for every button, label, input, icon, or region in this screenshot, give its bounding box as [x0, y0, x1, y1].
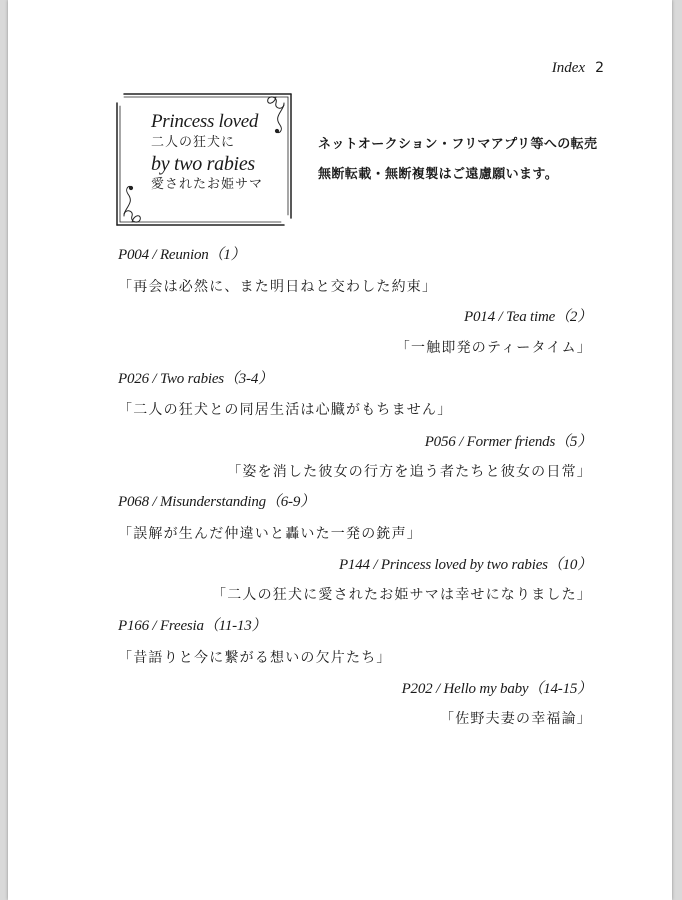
- entry-parts: （1）: [208, 247, 246, 263]
- entry-title: Hello my baby: [443, 681, 529, 697]
- entry-separator: /: [148, 494, 160, 510]
- entry-page: P144: [338, 557, 370, 573]
- index-page: [8, 0, 672, 900]
- toc-entry-heading[interactable]: [118, 243, 245, 264]
- toc-entry-subtitle: 「姿を消した彼女の行方を追う者たちと彼女の日常」: [227, 464, 592, 480]
- title-en-line1: Princess loved: [151, 111, 259, 132]
- entry-title: Tea time: [505, 309, 556, 325]
- toc-entry-heading[interactable]: [402, 677, 592, 698]
- entry-page: P056: [424, 434, 456, 450]
- entry-separator: /: [148, 371, 160, 387]
- page-number: 2: [595, 60, 604, 76]
- entry-page: P004: [118, 247, 149, 263]
- title-en-line2: by two rabies: [151, 153, 255, 175]
- entry-parts: （5）: [555, 434, 592, 450]
- toc-entry-heading[interactable]: [118, 367, 273, 388]
- notice-line-2: 無断転載・無断複製はご遠慮願います。: [318, 167, 559, 182]
- entry-parts: （3-4）: [223, 371, 273, 387]
- entry-page: P026: [118, 371, 149, 387]
- entry-parts: （10）: [547, 557, 592, 573]
- copyright-notice: [318, 130, 597, 190]
- entry-separator: /: [148, 618, 160, 634]
- index-label: Index: [551, 60, 586, 76]
- notice-line-1: ネットオークション・フリマアプリ等への転売: [318, 137, 598, 152]
- entry-title: Former friends: [466, 434, 556, 450]
- entry-title: Freesia: [159, 618, 204, 634]
- book-title: [151, 111, 263, 195]
- entry-title: Two rabies: [159, 371, 224, 387]
- toc-entry-heading[interactable]: [118, 490, 315, 511]
- toc-entry-subtitle: 「誤解が生んだ仲違いと轟いた一発の銃声」: [118, 526, 422, 542]
- entry-separator: /: [494, 309, 506, 325]
- toc-entry-heading[interactable]: [339, 553, 592, 574]
- entry-title: Princess loved by two rabies: [380, 557, 548, 573]
- toc-entry-heading[interactable]: [464, 305, 592, 326]
- toc-entry-subtitle: 「佐野夫妻の幸福論」: [440, 711, 592, 727]
- entry-separator: /: [455, 434, 467, 450]
- entry-title: Misunderstanding: [159, 494, 266, 510]
- toc-entry-subtitle: 「再会は必然に、また明日ねと交わした約束」: [118, 279, 438, 295]
- toc-entry-subtitle: 「一触即発のティータイム」: [395, 340, 592, 356]
- entry-page: P166: [118, 618, 149, 634]
- entry-parts: （6-9）: [265, 494, 315, 510]
- entry-page: P068: [118, 494, 149, 510]
- toc-entry-subtitle: 「二人の狂犬に愛されたお姫サマは幸せになりました」: [212, 587, 592, 603]
- title-jp-line2: 愛されたお姫サマ: [151, 177, 264, 192]
- entry-title: Reunion: [159, 247, 209, 263]
- toc-entry-heading[interactable]: [425, 430, 592, 451]
- entry-separator: /: [369, 557, 381, 573]
- entry-parts: （11-13）: [203, 618, 267, 634]
- title-jp-line1: 二人の狂犬に: [151, 135, 236, 150]
- toc-entry-subtitle: 「二人の狂犬との同居生活は心臓がもちません」: [118, 402, 453, 418]
- entry-parts: （14-15）: [528, 681, 592, 697]
- entry-separator: /: [432, 681, 444, 697]
- title-frame: [116, 93, 292, 226]
- entry-page: P014: [464, 309, 495, 325]
- entry-page: P202: [401, 681, 433, 697]
- toc-entry-subtitle: 「昔語りと今に繋がる想いの欠片たち」: [118, 650, 392, 666]
- page-header: [552, 58, 604, 77]
- entry-separator: /: [148, 247, 160, 263]
- entry-parts: （2）: [555, 309, 592, 325]
- toc-entry-heading[interactable]: [118, 614, 266, 635]
